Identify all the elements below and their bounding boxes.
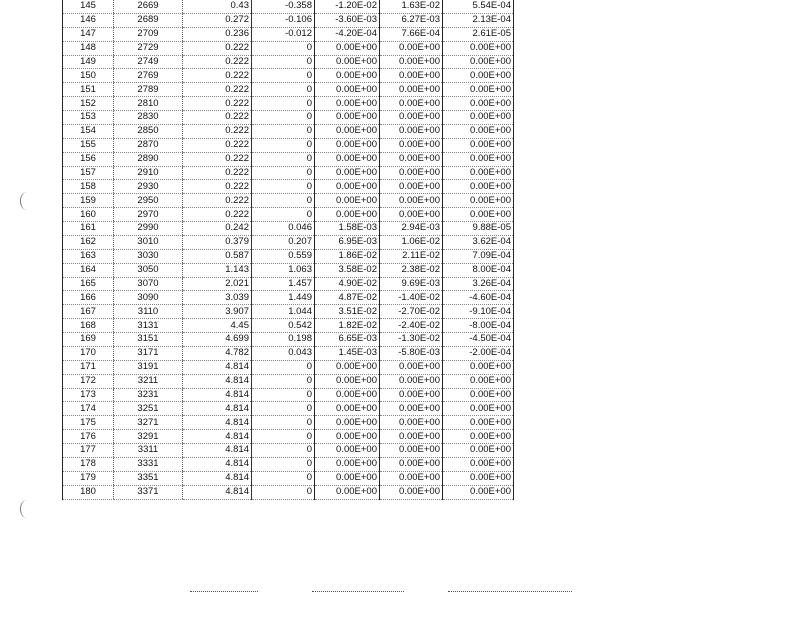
row-number-cell: 175 [63,416,114,430]
row-number-cell: 180 [63,485,114,499]
value-cell-1: 0.43 [183,0,252,13]
value-cell-1: 4.814 [183,485,252,499]
table-row [63,430,514,444]
value-cell-5: 0.00E+00 [443,55,514,69]
row-number-cell: 146 [63,13,114,27]
value-cell-4: 0.00E+00 [380,194,443,208]
table-row [63,166,514,180]
value-cell-3: 0.00E+00 [315,83,380,97]
x-value-cell: 3351 [114,471,183,485]
value-cell-3: 0.00E+00 [315,69,380,83]
x-value-cell: 2669 [114,0,183,13]
value-cell-5: 0.00E+00 [443,388,514,402]
row-number-cell: 158 [63,180,114,194]
value-cell-4: 1.06E-02 [380,235,443,249]
row-number-cell: 153 [63,111,114,125]
value-cell-1: 4.699 [183,333,252,347]
value-cell-1: 0.222 [183,111,252,125]
value-cell-5: 0.00E+00 [443,166,514,180]
value-cell-2: 0 [252,402,315,416]
value-cell-2: 1.457 [252,277,315,291]
value-cell-1: 1.143 [183,263,252,277]
x-value-cell: 2850 [114,124,183,138]
table-row [63,111,514,125]
row-number-cell: 151 [63,83,114,97]
value-cell-3: 0.00E+00 [315,55,380,69]
row-number-cell: 149 [63,55,114,69]
value-cell-2: -0.106 [252,13,315,27]
value-cell-5: 0.00E+00 [443,69,514,83]
row-number-cell: 179 [63,471,114,485]
value-cell-3: -3.60E-03 [315,13,380,27]
value-cell-2: 1.044 [252,305,315,319]
x-value-cell: 3291 [114,430,183,444]
x-value-cell: 3331 [114,457,183,471]
value-cell-1: 0.222 [183,180,252,194]
table-row [63,374,514,388]
x-value-cell: 2830 [114,111,183,125]
x-value-cell: 3010 [114,235,183,249]
x-value-cell: 3271 [114,416,183,430]
value-cell-3: 0.00E+00 [315,166,380,180]
value-cell-3: 1.82E-02 [315,319,380,333]
value-cell-3: 0.00E+00 [315,485,380,499]
value-cell-4: 0.00E+00 [380,138,443,152]
value-cell-4: 0.00E+00 [380,111,443,125]
table-row [63,319,514,333]
value-cell-1: 0.222 [183,138,252,152]
value-cell-5: 0.00E+00 [443,208,514,222]
x-value-cell: 3191 [114,360,183,374]
value-cell-3: 6.95E-03 [315,235,380,249]
value-cell-3: 6.65E-03 [315,333,380,347]
value-cell-2: 0 [252,83,315,97]
x-value-cell: 2769 [114,69,183,83]
value-cell-3: 0.00E+00 [315,402,380,416]
value-cell-4: 0.00E+00 [380,430,443,444]
value-cell-2: 0 [252,124,315,138]
value-cell-2: 0 [252,152,315,166]
value-cell-2: 0 [252,457,315,471]
value-cell-2: -0.358 [252,0,315,13]
value-cell-2: 0 [252,41,315,55]
value-cell-1: 2.021 [183,277,252,291]
value-cell-2: 0 [252,55,315,69]
value-cell-5: 0.00E+00 [443,402,514,416]
row-number-cell: 150 [63,69,114,83]
value-cell-2: 0.043 [252,346,315,360]
value-cell-1: 0.242 [183,222,252,236]
table-row [63,360,514,374]
table-row [63,388,514,402]
value-cell-4: 0.00E+00 [380,416,443,430]
table-row [63,416,514,430]
table-row [63,277,514,291]
value-cell-1: 0.222 [183,41,252,55]
value-cell-1: 3.907 [183,305,252,319]
value-cell-2: 0 [252,194,315,208]
x-value-cell: 3070 [114,277,183,291]
x-value-cell: 2950 [114,194,183,208]
value-cell-3: 4.90E-02 [315,277,380,291]
row-number-cell: 162 [63,235,114,249]
data-table [62,0,514,500]
punch-hole-mark-lower [20,500,33,518]
value-cell-4: 7.66E-04 [380,27,443,41]
value-cell-4: 0.00E+00 [380,360,443,374]
row-number-cell: 163 [63,249,114,263]
value-cell-5: -8.00E-04 [443,319,514,333]
row-number-cell: 171 [63,360,114,374]
x-value-cell: 3311 [114,444,183,458]
table-row [63,69,514,83]
value-cell-2: 0 [252,111,315,125]
value-cell-5: 0.00E+00 [443,194,514,208]
value-cell-5: 7.09E-04 [443,249,514,263]
value-cell-1: 3.039 [183,291,252,305]
value-cell-5: -2.00E-04 [443,346,514,360]
value-cell-4: -1.30E-02 [380,333,443,347]
value-cell-3: 0.00E+00 [315,180,380,194]
value-cell-3: 0.00E+00 [315,471,380,485]
x-value-cell: 2789 [114,83,183,97]
value-cell-4: -1.40E-02 [380,291,443,305]
value-cell-3: -4.20E-04 [315,27,380,41]
table-row [63,263,514,277]
value-cell-1: 0.379 [183,235,252,249]
row-number-cell: 173 [63,388,114,402]
value-cell-3: 1.45E-03 [315,346,380,360]
x-value-cell: 3090 [114,291,183,305]
value-cell-3: 4.87E-02 [315,291,380,305]
table-row [63,457,514,471]
value-cell-5: 0.00E+00 [443,41,514,55]
value-cell-4: 0.00E+00 [380,152,443,166]
table-row [63,471,514,485]
value-cell-4: 0.00E+00 [380,41,443,55]
value-cell-3: 0.00E+00 [315,41,380,55]
value-cell-3: 0.00E+00 [315,152,380,166]
value-cell-4: 2.11E-02 [380,249,443,263]
x-value-cell: 2990 [114,222,183,236]
table-row [63,97,514,111]
table-row [63,346,514,360]
x-value-cell: 3131 [114,319,183,333]
value-cell-1: 4.814 [183,457,252,471]
table-row [63,27,514,41]
value-cell-4: 0.00E+00 [380,208,443,222]
x-value-cell: 3231 [114,388,183,402]
value-cell-3: 0.00E+00 [315,444,380,458]
x-value-cell: 3151 [114,333,183,347]
table-row [63,208,514,222]
table-row [63,222,514,236]
row-number-cell: 152 [63,97,114,111]
x-value-cell: 3251 [114,402,183,416]
row-number-cell: 168 [63,319,114,333]
value-cell-3: 0.00E+00 [315,124,380,138]
table-row [63,152,514,166]
value-cell-4: -2.70E-02 [380,305,443,319]
x-value-cell: 3050 [114,263,183,277]
value-cell-4: 6.27E-03 [380,13,443,27]
row-number-cell: 154 [63,124,114,138]
value-cell-4: 1.63E-02 [380,0,443,13]
x-value-cell: 2749 [114,55,183,69]
value-cell-2: 0 [252,180,315,194]
value-cell-5: 0.00E+00 [443,457,514,471]
table-row [63,291,514,305]
value-cell-2: 1.063 [252,263,315,277]
value-cell-1: 0.222 [183,152,252,166]
value-cell-3: 0.00E+00 [315,416,380,430]
row-number-cell: 172 [63,374,114,388]
value-cell-5: 2.61E-05 [443,27,514,41]
value-cell-4: -2.40E-02 [380,319,443,333]
row-number-cell: 166 [63,291,114,305]
value-cell-3: 3.58E-02 [315,263,380,277]
value-cell-2: 0 [252,138,315,152]
value-cell-1: 4.782 [183,346,252,360]
value-cell-5: 0.00E+00 [443,416,514,430]
scan-artifact-line [190,591,258,593]
value-cell-5: 0.00E+00 [443,485,514,499]
value-cell-1: 4.814 [183,388,252,402]
value-cell-4: 0.00E+00 [380,444,443,458]
scan-artifact-line [448,591,572,593]
x-value-cell: 2709 [114,27,183,41]
value-cell-5: -4.60E-04 [443,291,514,305]
x-value-cell: 2689 [114,13,183,27]
value-cell-1: 4.814 [183,430,252,444]
value-cell-3: 0.00E+00 [315,111,380,125]
value-cell-3: 0.00E+00 [315,97,380,111]
value-cell-1: 0.222 [183,55,252,69]
value-cell-3: -1.20E-02 [315,0,380,13]
value-cell-3: 1.58E-03 [315,222,380,236]
row-number-cell: 169 [63,333,114,347]
x-value-cell: 2970 [114,208,183,222]
value-cell-2: 0.542 [252,319,315,333]
value-cell-2: 0 [252,430,315,444]
value-cell-3: 3.51E-02 [315,305,380,319]
value-cell-1: 0.222 [183,208,252,222]
value-cell-2: 0 [252,388,315,402]
value-cell-2: 1.449 [252,291,315,305]
value-cell-4: 9.69E-03 [380,277,443,291]
value-cell-5: 0.00E+00 [443,124,514,138]
value-cell-2: 0 [252,69,315,83]
row-number-cell: 167 [63,305,114,319]
row-number-cell: 159 [63,194,114,208]
value-cell-1: 0.222 [183,124,252,138]
row-number-cell: 148 [63,41,114,55]
table-row [63,194,514,208]
value-cell-5: 3.26E-04 [443,277,514,291]
value-cell-2: 0 [252,208,315,222]
value-cell-1: 0.222 [183,69,252,83]
row-number-cell: 174 [63,402,114,416]
value-cell-3: 0.00E+00 [315,208,380,222]
x-value-cell: 3171 [114,346,183,360]
value-cell-5: 0.00E+00 [443,97,514,111]
x-value-cell: 2729 [114,41,183,55]
value-cell-1: 4.814 [183,402,252,416]
x-value-cell: 3211 [114,374,183,388]
row-number-cell: 156 [63,152,114,166]
table-row [63,0,514,13]
value-cell-1: 0.222 [183,194,252,208]
row-number-cell: 176 [63,430,114,444]
table-row [63,333,514,347]
value-cell-5: 0.00E+00 [443,360,514,374]
value-cell-2: 0 [252,360,315,374]
value-cell-4: 0.00E+00 [380,180,443,194]
value-cell-5: 0.00E+00 [443,83,514,97]
x-value-cell: 3110 [114,305,183,319]
x-value-cell: 3030 [114,249,183,263]
value-cell-5: -4.50E-04 [443,333,514,347]
value-cell-5: 0.00E+00 [443,138,514,152]
value-cell-1: 0.587 [183,249,252,263]
value-cell-1: 4.814 [183,444,252,458]
value-cell-3: 0.00E+00 [315,388,380,402]
value-cell-4: 0.00E+00 [380,97,443,111]
value-cell-3: 0.00E+00 [315,457,380,471]
value-cell-4: 0.00E+00 [380,457,443,471]
value-cell-4: 0.00E+00 [380,83,443,97]
value-cell-4: 0.00E+00 [380,402,443,416]
value-cell-4: 0.00E+00 [380,471,443,485]
row-number-cell: 160 [63,208,114,222]
value-cell-3: 0.00E+00 [315,360,380,374]
value-cell-4: -5.80E-03 [380,346,443,360]
x-value-cell: 2890 [114,152,183,166]
value-cell-2: 0.207 [252,235,315,249]
table-row [63,249,514,263]
value-cell-4: 0.00E+00 [380,485,443,499]
value-cell-2: 0.559 [252,249,315,263]
value-cell-5: 0.00E+00 [443,444,514,458]
value-cell-1: 4.814 [183,374,252,388]
row-number-cell: 161 [63,222,114,236]
row-number-cell: 170 [63,346,114,360]
row-number-cell: 165 [63,277,114,291]
value-cell-5: 5.54E-04 [443,0,514,13]
value-cell-4: 2.94E-03 [380,222,443,236]
value-cell-4: 2.38E-02 [380,263,443,277]
row-number-cell: 157 [63,166,114,180]
value-cell-5: 8.00E-04 [443,263,514,277]
table-row [63,55,514,69]
value-cell-2: 0 [252,471,315,485]
punch-hole-mark-upper [20,192,33,210]
value-cell-3: 0.00E+00 [315,194,380,208]
value-cell-2: 0 [252,416,315,430]
table-row [63,235,514,249]
value-cell-5: 0.00E+00 [443,111,514,125]
value-cell-5: 3.62E-04 [443,235,514,249]
table-row [63,124,514,138]
table-row [63,305,514,319]
value-cell-5: 2.13E-04 [443,13,514,27]
value-cell-4: 0.00E+00 [380,124,443,138]
value-cell-1: 4.45 [183,319,252,333]
value-cell-5: 0.00E+00 [443,152,514,166]
value-cell-1: 0.222 [183,97,252,111]
x-value-cell: 2930 [114,180,183,194]
table-row [63,13,514,27]
row-number-cell: 178 [63,457,114,471]
value-cell-4: 0.00E+00 [380,69,443,83]
x-value-cell: 2810 [114,97,183,111]
table-row [63,41,514,55]
table-row [63,180,514,194]
value-cell-4: 0.00E+00 [380,55,443,69]
row-number-cell: 155 [63,138,114,152]
value-cell-2: -0.012 [252,27,315,41]
value-cell-5: 9.88E-05 [443,222,514,236]
row-number-cell: 145 [63,0,114,13]
scan-artifact-line [312,591,404,593]
value-cell-2: 0 [252,374,315,388]
row-number-cell: 164 [63,263,114,277]
value-cell-1: 0.272 [183,13,252,27]
value-cell-2: 0 [252,97,315,111]
table-row [63,402,514,416]
row-number-cell: 177 [63,444,114,458]
value-cell-5: 0.00E+00 [443,374,514,388]
value-cell-5: 0.00E+00 [443,430,514,444]
table-row [63,444,514,458]
value-cell-1: 0.222 [183,166,252,180]
value-cell-5: 0.00E+00 [443,180,514,194]
value-cell-1: 4.814 [183,360,252,374]
value-cell-2: 0 [252,444,315,458]
value-cell-3: 0.00E+00 [315,374,380,388]
value-cell-2: 0.198 [252,333,315,347]
value-cell-5: 0.00E+00 [443,471,514,485]
value-cell-1: 4.814 [183,416,252,430]
table-row [63,83,514,97]
value-cell-3: 1.86E-02 [315,249,380,263]
table-row [63,138,514,152]
value-cell-3: 0.00E+00 [315,138,380,152]
value-cell-2: 0.046 [252,222,315,236]
value-cell-3: 0.00E+00 [315,430,380,444]
value-cell-1: 0.222 [183,83,252,97]
value-cell-4: 0.00E+00 [380,374,443,388]
row-number-cell: 147 [63,27,114,41]
value-cell-1: 0.236 [183,27,252,41]
value-cell-4: 0.00E+00 [380,388,443,402]
value-cell-2: 0 [252,166,315,180]
table-row [63,485,514,499]
x-value-cell: 2870 [114,138,183,152]
value-cell-5: -9.10E-04 [443,305,514,319]
value-cell-2: 0 [252,485,315,499]
table-body [63,0,514,499]
x-value-cell: 2910 [114,166,183,180]
value-cell-1: 4.814 [183,471,252,485]
x-value-cell: 3371 [114,485,183,499]
value-cell-4: 0.00E+00 [380,166,443,180]
